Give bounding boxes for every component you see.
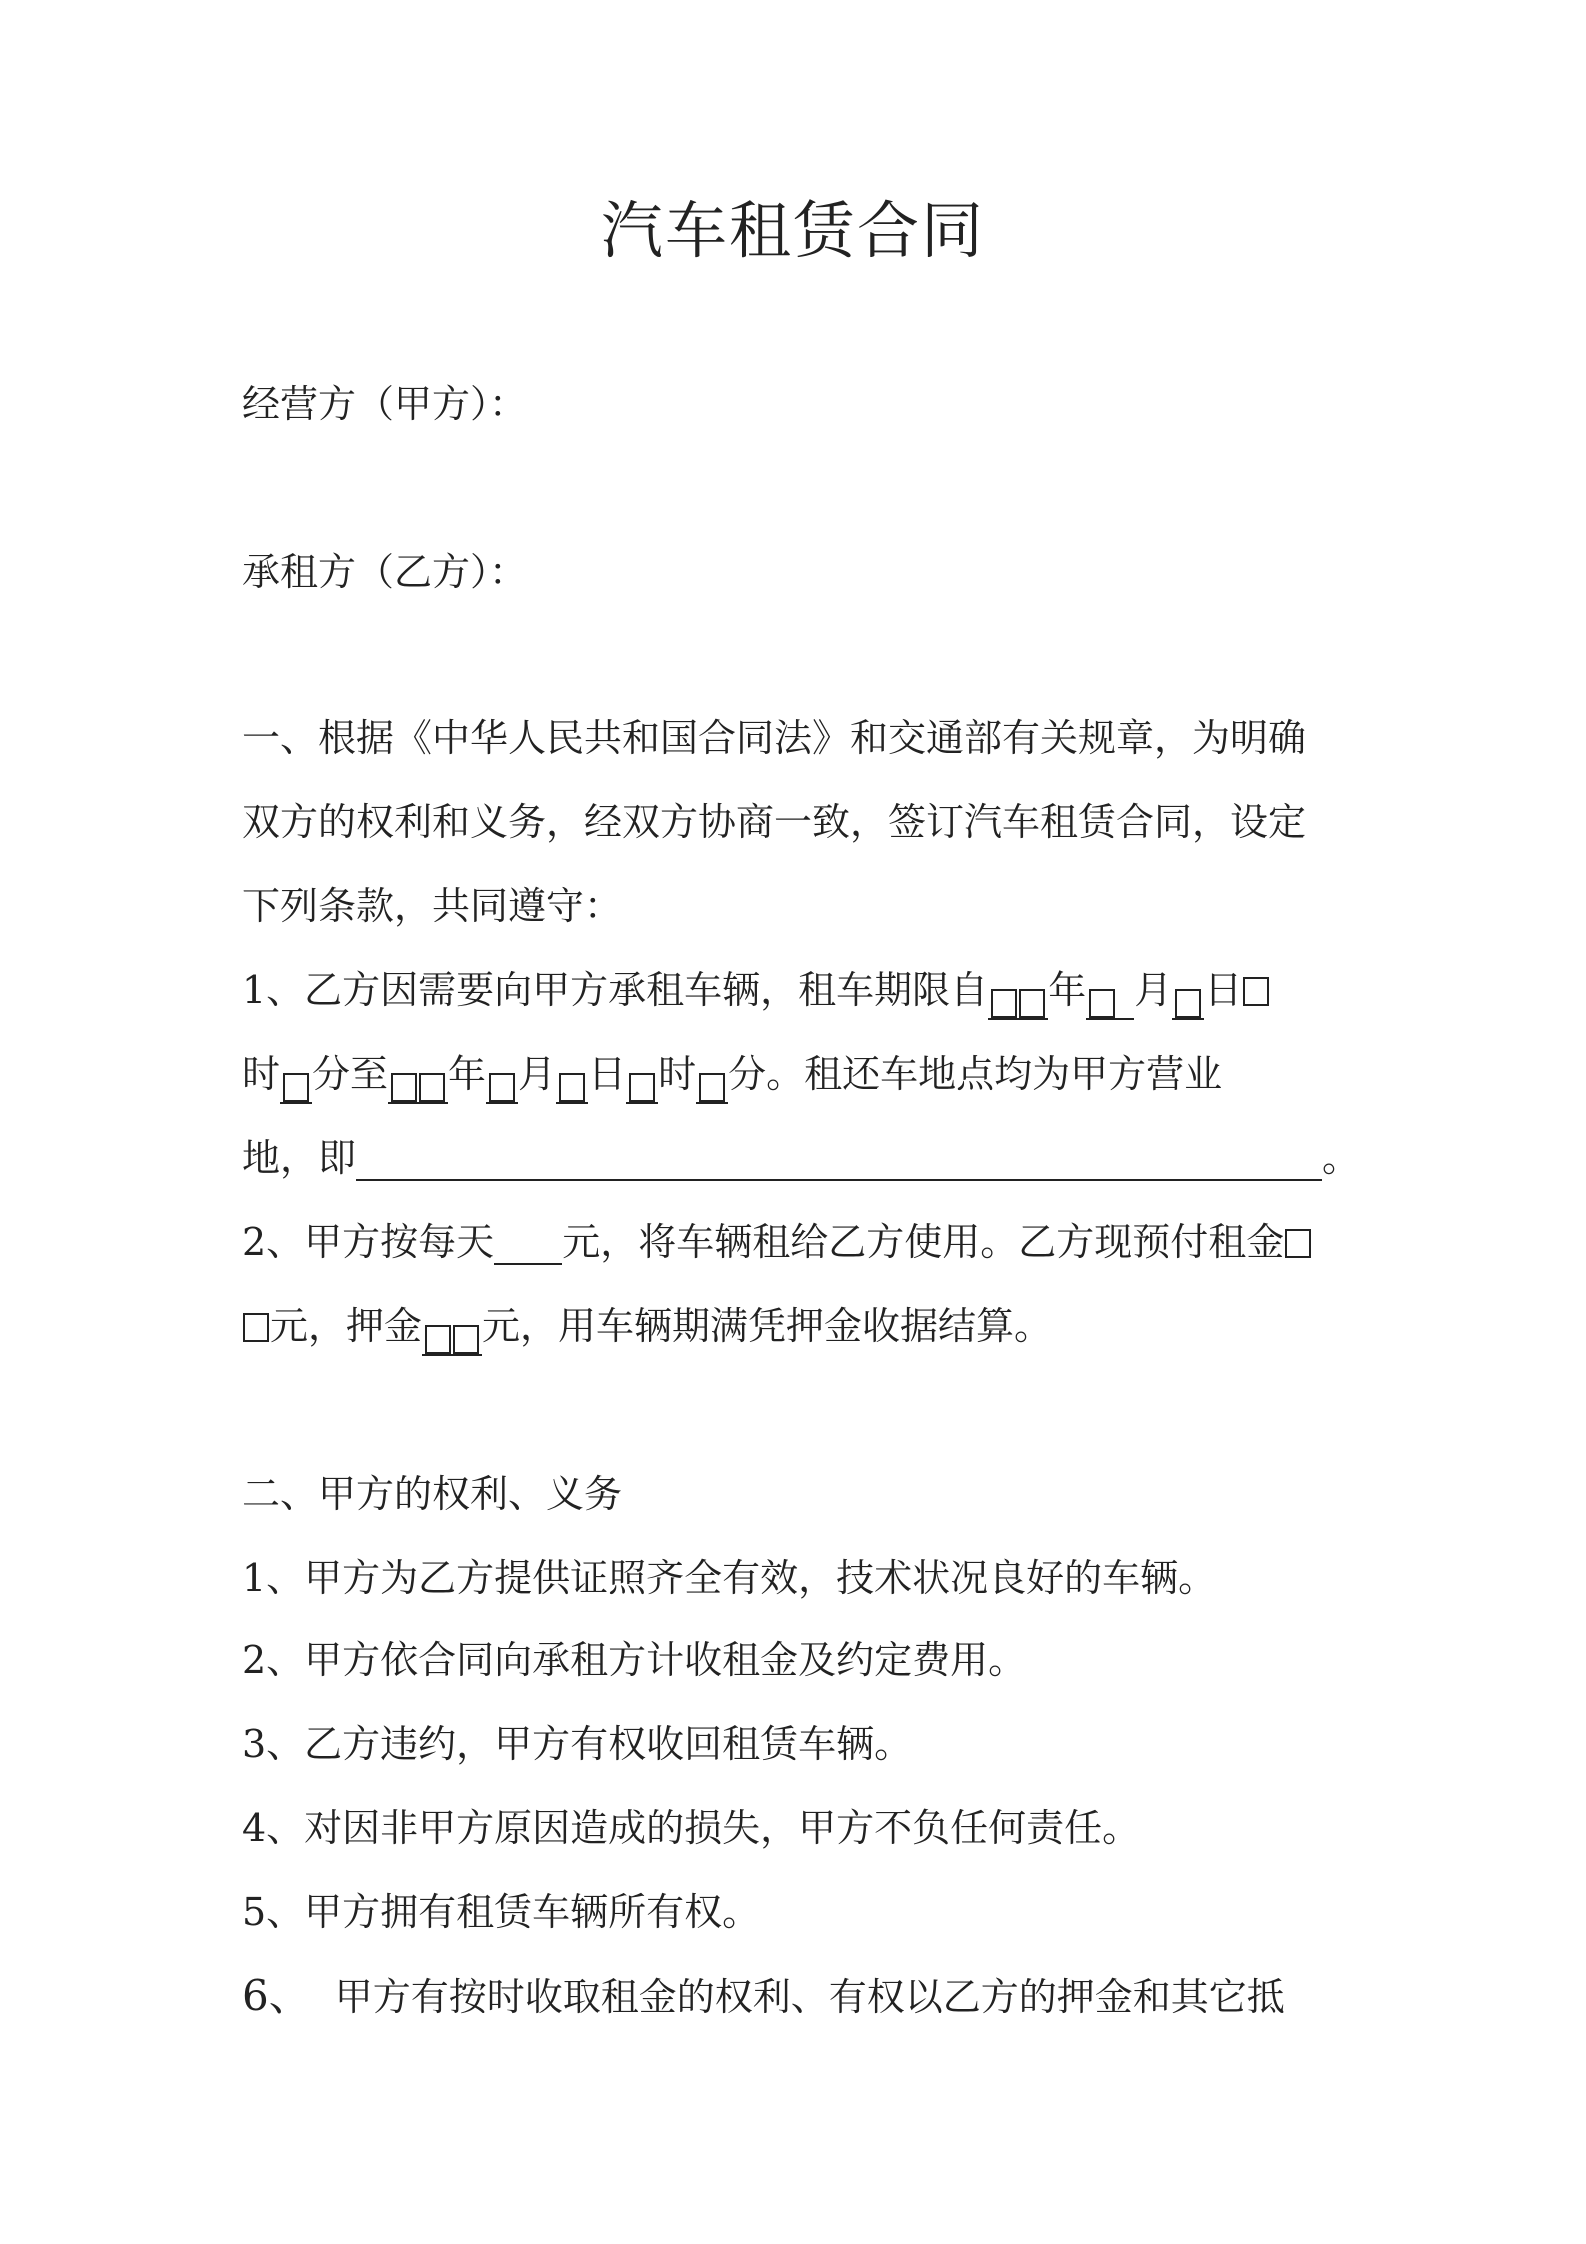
deposit-field bbox=[422, 1308, 482, 1356]
place-end: 。 bbox=[1322, 1136, 1361, 1180]
item1-line-1 bbox=[242, 960, 1362, 1020]
section1-intro-line-2: 双方的权利和义务，经双方协商一致，签订汽车租赁合同，设定 bbox=[242, 800, 1307, 844]
day-field bbox=[1172, 972, 1204, 1020]
blank-box bbox=[1089, 989, 1115, 1018]
blank-box bbox=[1175, 989, 1201, 1018]
blank-box bbox=[391, 1073, 417, 1102]
party-b-line: 承租方（乙方）： bbox=[242, 550, 528, 594]
blank-box bbox=[489, 1073, 515, 1102]
section2-item-3: 3、乙方违约，甲方有权收回租赁车辆。 bbox=[242, 1722, 913, 1766]
blank-box bbox=[699, 1073, 725, 1102]
blank-box bbox=[1019, 989, 1045, 1018]
end-hour-label: 时 bbox=[658, 1052, 697, 1096]
blank-box bbox=[1285, 1229, 1311, 1258]
section2-item-5: 5、甲方拥有租赁车辆所有权。 bbox=[242, 1890, 761, 1934]
place-label: 地，即 bbox=[242, 1136, 357, 1180]
item1-text: 1、乙方因需要向甲方承租车辆，租车期限自 bbox=[242, 968, 989, 1012]
section2-item-1: 1、甲方为乙方提供证照齐全有效，技术状况良好的车辆。 bbox=[242, 1556, 1217, 1600]
item2-line-1 bbox=[242, 1212, 1362, 1272]
blank-box bbox=[283, 1073, 309, 1102]
month-field bbox=[1086, 972, 1134, 1020]
end-year-field bbox=[388, 1056, 448, 1104]
item1-line-3 bbox=[242, 1128, 1362, 1188]
end-year-label: 年 bbox=[448, 1052, 487, 1096]
day-label: 日 bbox=[1204, 968, 1243, 1012]
end-minute-field bbox=[696, 1056, 728, 1104]
end-day-label: 日 bbox=[588, 1052, 627, 1096]
page-title: 汽车租赁合同 bbox=[600, 194, 985, 267]
place-blank bbox=[356, 1137, 1322, 1181]
blank-box bbox=[629, 1073, 655, 1102]
year-field bbox=[988, 972, 1048, 1020]
blank-box bbox=[559, 1073, 585, 1102]
end-month-label: 月 bbox=[518, 1052, 557, 1096]
item2-line-2 bbox=[242, 1296, 1362, 1356]
section1-intro-line-1: 一、根据《中华人民共和国合同法》和交通部有关规章，为明确 bbox=[242, 716, 1307, 760]
month-label: 月 bbox=[1134, 968, 1173, 1012]
item2-text-3: 元，押金 bbox=[270, 1304, 423, 1348]
section2-item-4: 4、对因非甲方原因造成的损失，甲方不负任何责任。 bbox=[242, 1806, 1141, 1850]
daily-rent-blank bbox=[494, 1221, 562, 1265]
section1-intro-line-3: 下列条款，共同遵守： bbox=[242, 884, 623, 928]
item6-text: 甲方有按时收取租金的权利、有权以乙方的押金和其它抵 bbox=[334, 1975, 1285, 2019]
blank-box bbox=[991, 989, 1017, 1018]
end-hour-field bbox=[626, 1056, 658, 1104]
section2-heading: 二、甲方的权利、义务 bbox=[242, 1472, 623, 1516]
item2-text-1: 2、甲方按每天 bbox=[242, 1220, 495, 1264]
minute-to-label: 分至 bbox=[312, 1052, 389, 1096]
blank-box bbox=[419, 1073, 445, 1102]
item2-text-4: 元，用车辆期满凭押金收据结算。 bbox=[482, 1304, 1053, 1348]
year-label: 年 bbox=[1048, 968, 1087, 1012]
blank-box bbox=[243, 1313, 269, 1342]
blank-box bbox=[1243, 977, 1269, 1006]
place-text: 分。租还车地点均为甲方营业 bbox=[728, 1052, 1223, 1096]
section2-item-6 bbox=[242, 1966, 1362, 2027]
hour-label: 时 bbox=[242, 1052, 281, 1096]
item6-number: 6、 bbox=[242, 1971, 311, 2020]
item1-line-2 bbox=[242, 1044, 1362, 1104]
end-day-field bbox=[556, 1056, 588, 1104]
minute-field bbox=[280, 1056, 312, 1104]
blank-box bbox=[425, 1325, 451, 1354]
party-a-line: 经营方（甲方）： bbox=[242, 382, 528, 426]
item2-text-2: 元，将车辆租给乙方使用。乙方现预付租金 bbox=[562, 1220, 1285, 1264]
section2-item-2: 2、甲方依合同向承租方计收租金及约定费用。 bbox=[242, 1638, 1027, 1682]
end-month-field bbox=[486, 1056, 518, 1104]
blank-box bbox=[453, 1325, 479, 1354]
